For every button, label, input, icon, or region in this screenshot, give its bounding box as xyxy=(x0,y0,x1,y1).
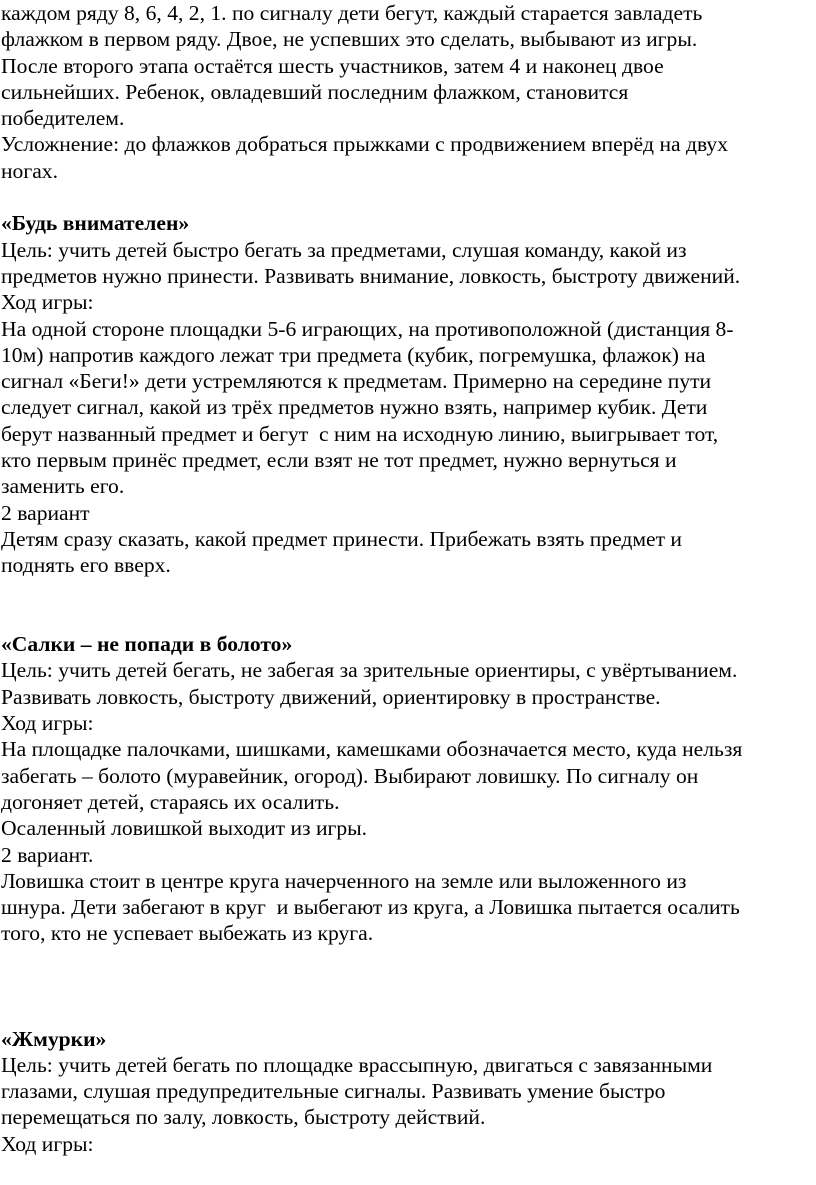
text-line: каждом ряду 8, 6, 4, 2, 1. по сигналу дети бегут, каждый старается завладеть xyxy=(1,1,703,25)
text-line: победителем. xyxy=(1,106,125,131)
text-line: На площадке палочками, шишками, камешками обозначается место, куда нельзя xyxy=(1,737,743,762)
text-line: поднять его вверх. xyxy=(1,553,171,578)
intro-paragraph xyxy=(1,0,816,184)
text-line: того, кто не успевает выбежать из круга. xyxy=(1,921,374,946)
blank-line xyxy=(1,605,816,631)
text-line: 2 вариант xyxy=(1,500,90,525)
text-line: перемещаться по залу, ловкость, быстроту действий. xyxy=(1,1105,486,1130)
text-line: 10м) напротив каждого лежат три предмета (кубик, погремушка, флажок) на xyxy=(1,342,706,367)
text-line: предметов нужно принести. Развивать внимание, ловкость, быстроту движений. xyxy=(1,263,741,288)
text-line: Усложнение: до флажков добраться прыжками с продвижением вперёд на двух xyxy=(1,132,729,157)
blank-line xyxy=(1,973,816,999)
section-salki xyxy=(1,631,816,947)
text-line: ногах. xyxy=(1,158,58,183)
blank-line xyxy=(1,947,816,973)
text-line: Детям сразу сказать, какой предмет принести. Прибежать взять предмет и xyxy=(1,526,682,551)
text-line: кто первым принёс предмет, если взят не тот предмет, нужно вернуться и xyxy=(1,448,677,473)
text-line: шнура. Дети забегают в круг и выбегают из круга, а Ловишка пытается осалить xyxy=(1,895,740,920)
text-line: Ход игры: xyxy=(1,711,94,736)
text-line: забегать – болото (муравейник, огород). Выбирают ловишку. По сигналу он xyxy=(1,763,699,788)
section-heading: «Будь внимателен» xyxy=(1,211,190,236)
text-line: Ход игры: xyxy=(1,1131,94,1156)
text-line: 2 вариант. xyxy=(1,842,94,867)
blank-line xyxy=(1,579,816,605)
text-line: глазами, слушая предупредительные сигналы. Развивать умение быстро xyxy=(1,1079,666,1104)
text-line: Цель: учить детей быстро бегать за предметами, слушая команду, какой из xyxy=(1,237,687,262)
text-line: берут названный предмет и бегут с ним на исходную линию, выигрывает тот, xyxy=(1,421,719,446)
text-line: Осаленный ловишкой выходит из игры. xyxy=(1,816,368,841)
text-line: После второго этапа остаётся шесть участников, затем 4 и наконец двое xyxy=(1,53,664,78)
section-bud-vnimatelen xyxy=(1,210,816,578)
text-line: Развивать ловкость, быстроту движений, ориентировку в пространстве. xyxy=(1,684,661,709)
text-line: флажком в первом ряду. Двое, не успевших это сделать, выбывают из игры. xyxy=(1,27,698,52)
blank-line xyxy=(1,999,816,1025)
text-line: Ход игры: xyxy=(1,290,94,315)
text-line: следует сигнал, какой из трёх предметов нужно взять, например кубик. Дети xyxy=(1,395,708,420)
text-line: Ловишка стоит в центре круга начерченного на земле или выложенного из xyxy=(1,868,687,893)
text-line: догоняет детей, стараясь их осалить. xyxy=(1,789,340,814)
text-line: сильнейших. Ребенок, овладевший последним флажком, становится xyxy=(1,79,629,104)
section-heading: «Жмурки» xyxy=(1,1026,107,1051)
text-line: На одной стороне площадки 5-6 играющих, на противоположной (дистанция 8- xyxy=(1,316,734,341)
text-line: Цель: учить детей бегать, не забегая за зрительные ориентиры, с увёртыванием. xyxy=(1,658,738,683)
text-line: сигнал «Беги!» дети устремляются к предметам. Примерно на середине пути xyxy=(1,369,712,394)
text-line: Цель: учить детей бегать по площадке врассыпную, двигаться с завязанными xyxy=(1,1052,713,1077)
section-zhmurki xyxy=(1,1026,816,1157)
blank-line xyxy=(1,184,816,210)
text-line: заменить его. xyxy=(1,474,125,499)
section-heading: «Салки – не попади в болото» xyxy=(1,632,293,657)
